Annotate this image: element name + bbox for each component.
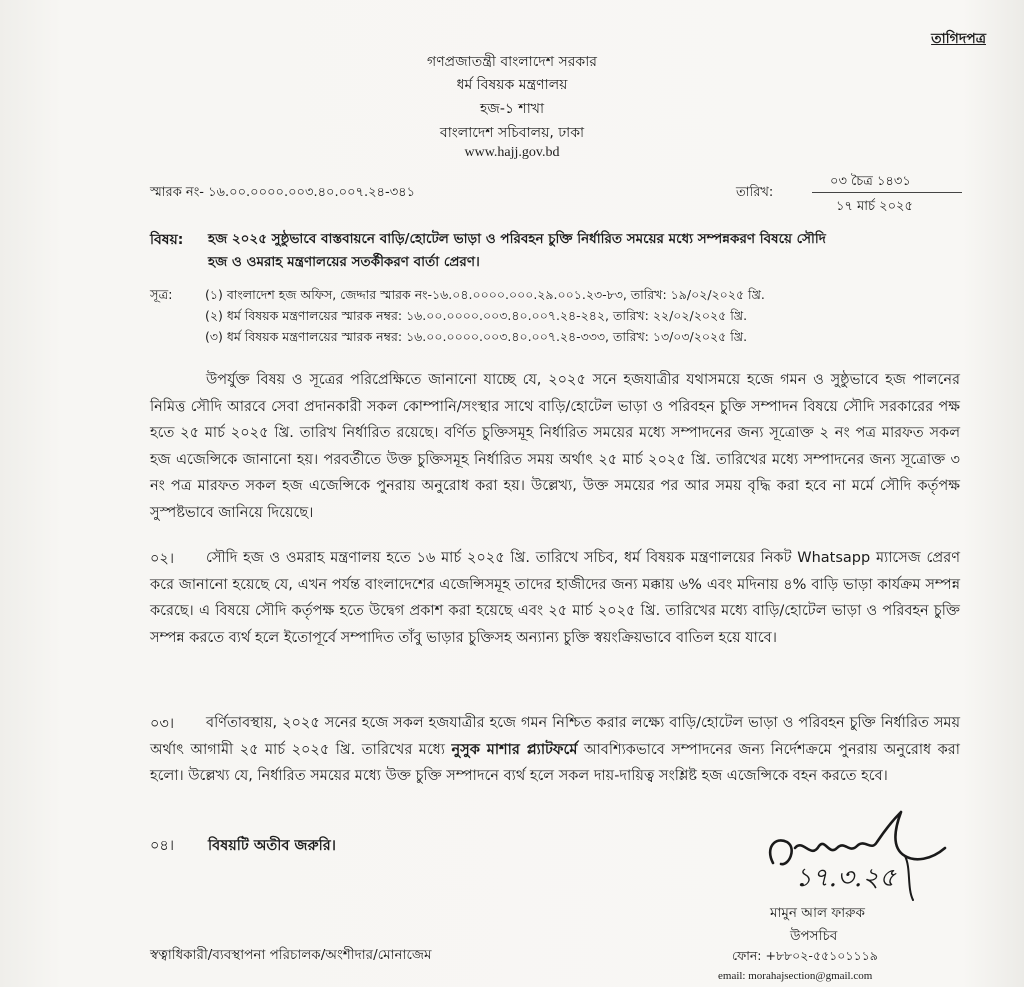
memo-date-english: ১৭ মার্চ ২০২৫ bbox=[836, 199, 913, 214]
reference-item: (২) ধর্ম বিষয়ক মন্ত্রণালয়ের স্মারক নম্বর: ১৬.০০.০০০০.০০৩.৪০.০০৭.২৪-২৪২, তারিখ: ২২/০২/২০২৫ খ্রি. bbox=[205, 308, 748, 323]
header-government: গণপ্রজাতন্ত্রী বাংলাদেশ সরকার bbox=[427, 54, 597, 70]
paragraph-3 bbox=[150, 710, 960, 790]
header-section: হজ-১ শাখা bbox=[479, 101, 545, 117]
memo-date-bangla: ০৩ চৈত্র ১৪৩১ bbox=[830, 174, 911, 189]
references-label: সূত্র: bbox=[150, 288, 173, 303]
references-list bbox=[205, 284, 765, 347]
date-divider bbox=[812, 192, 962, 193]
header-website: www.hajj.gov.bd bbox=[464, 145, 560, 160]
paragraph-4-text: বিষয়টি অতীব জরুরি। bbox=[208, 838, 336, 854]
header-address: বাংলাদেশ সচিবালয়, ঢাকা bbox=[439, 125, 585, 141]
signature-date: ১৭.৩.২৫ bbox=[795, 863, 896, 893]
paragraph-2-text: সৌদি হজ ও ওমরাহ মন্ত্রণালয় হতে ১৬ মার্চ ২০২৫ খ্রি. তারিখে সচিব, ধর্ম বিষয়ক মন্ত্রণালয়ের নিকট Whatsapp ম্যাসেজ প্রেরণ করে জানানো হয়েছে যে, এখন পর্যন্ত বাংলাদেশের এজেন্সিসমূহ তাদের হাজীদের জন্য মক্কায় ৬% এবং মদিনায় ৪% বাড়ি ভাড়া কার্যক্রম সম্পন্ন করেছে। এ বিষয়ে সৌদি কর্তৃপক্ষ হতে উদ্বেগ প্রকাশ করা হয়েছে এবং ২৫ মার্চ ২০২৫ খ্রি. তারিখের মধ্যে বাড়ি/হোটেল ভাড়া ও পরিবহন চুক্তি সম্পন্ন করতে ব্যর্থ হলে ইতোপূর্বে সম্পাদিত তাঁবু ভাড়ার চুক্তিসহ অন্যান্য চুক্তি স্বয়ংক্রিয়ভাবে বাতিল হয়ে যাবে। bbox=[150, 550, 960, 646]
paragraph-2 bbox=[150, 545, 960, 651]
paragraph-3-text-end: আবশ্যিকভাবে সম্পাদনের জন্য নির্দেশক্রমে পুনরায় অনুরোধ করা হলো। উল্লেখ্য যে, নির্ধারিত সময়ের মধ্যে উক্ত চুক্তি সম্পাদনে ব্যর্থ হলে সকল দায়-দায়িত্ব সংশ্লিষ্ট হজ এজেন্সিকে বহন করতে হবে। bbox=[150, 741, 960, 785]
memo-number: স্মারক নং- ১৬.০০.০০০০.০০৩.৪০.০০৭.২৪-৩৪১ bbox=[150, 185, 416, 200]
signatory-phone: ফোন: +৮৮০২-৫৫১০১১১৯ bbox=[732, 948, 878, 963]
paragraph-2-number: ০২। bbox=[150, 551, 175, 567]
paragraph-3-text bbox=[150, 710, 960, 790]
subject-line-1: হজ ২০২৫ সুষ্ঠুভাবে বাস্তবায়নে বাড়ি/হোটেল ভাড়া ও পরিবহন চুক্তি নির্ধারিত সময়ের মধ্যে সম্পন্নকরণ বিষয়ে সৌদি bbox=[208, 231, 826, 247]
urgent-label: তাগিদপত্র bbox=[931, 31, 986, 47]
nusuk-masar-platform: নুসুক মাশার প্ল্যাটফর্মে bbox=[451, 741, 578, 758]
signatory-email: email: morahajsection@gmail.com bbox=[718, 970, 873, 982]
signatory-designation: উপসচিব bbox=[790, 928, 838, 944]
paragraph-1 bbox=[150, 367, 960, 527]
signatory-name: মামুন আল ফারুক bbox=[770, 905, 865, 921]
reference-item: (৩) ধর্ম বিষয়ক মন্ত্রণালয়ের স্মারক নম্বর: ১৬.০০.০০০০.০০৩.৪০.০০৭.২৪-৩৩৩, তারিখ: ১৩/০৩/২০২৫ খ্রি. bbox=[205, 329, 748, 344]
paragraph-3-number: ০৩। bbox=[150, 716, 175, 732]
header-ministry: ধর্ম বিষয়ক মন্ত্রণালয় bbox=[456, 77, 568, 93]
subject-label: বিষয়: bbox=[150, 232, 184, 248]
reference-item: (১) বাংলাদেশ হজ অফিস, জেদ্দার স্মারক নং-১৬.০৪.০০০০.০০০.২৯.০০১.২৩-৮৩, তারিখ: ১৯/০২/২০২৫ খ্রি. bbox=[205, 287, 765, 302]
recipient-line: স্বত্বাধিকারী/ব্যবস্থাপনা পরিচালক/অংশীদার/মোনাজেম bbox=[150, 947, 432, 963]
signature bbox=[755, 808, 965, 908]
paragraph-3-text-start: বর্ণিতাবস্থায়, ২০২৫ সনের হজে সকল হজযাত্রীর হজে গমন নিশ্চিত করার লক্ষ্যে বাড়ি/হোটেল ভাড়া ও পরিবহন চুক্তি নির্ধারিত সময় অর্থাৎ আগামী ২৫ মার্চ ২০২৫ খ্রি. তারিখের মধ্যে bbox=[150, 715, 960, 758]
paragraph-1-text: উপর্যুক্ত বিষয় ও সূত্রের পরিপ্রেক্ষিতে জানানো যাচ্ছে যে, ২০২৫ সনে হজযাত্রীর যথাসময়ে হজে গমন ও সুষ্ঠুভাবে হজ পালনের নিমিত্ত সৌদি আরবে সেবা প্রদানকারী সকল কোম্পানি/সংস্থার সাথে বাড়ি/হোটেল ভাড়া ও পরিবহন চুক্তি সম্পাদন বিষয়ে সৌদি সরকারের পক্ষ হতে ২৫ মার্চ ২০২৫ খ্রি. তারিখ নির্ধারিত রয়েছে। বর্ণিত চুক্তিসমূহ নির্ধারিত সময়ের মধ্যে সম্পাদনের জন্য সূত্রোক্ত ২ নং পত্র মারফত সকল হজ এজেন্সিকে জানানো হয়। পরবর্তীতে উক্ত চুক্তিসমূহ নির্ধারিত সময় অর্থাৎ ২৫ মার্চ ২০২৫ খ্রি. তারিখের মধ্যে সম্পাদনের জন্য সূত্রোক্ত ৩ নং পত্র মারফত সকল হজ এজেন্সিকে পুনরায় অনুরোধ করা হয়। উল্লেখ্য, উক্ত সময়ের পর আর সময় বৃদ্ধি করা হবে না মর্মে সৌদি কর্তৃপক্ষ সুস্পষ্টভাবে জানিয়ে দিয়েছে। bbox=[150, 372, 960, 521]
paragraph-4-number: ০৪। bbox=[150, 838, 175, 854]
subject-line-2: হজ ও ওমরাহ মন্ত্রণালয়ের সতর্কীকরণ বার্তা প্রেরণ। bbox=[208, 254, 480, 270]
memo-date-label: তারিখ: bbox=[736, 185, 774, 200]
